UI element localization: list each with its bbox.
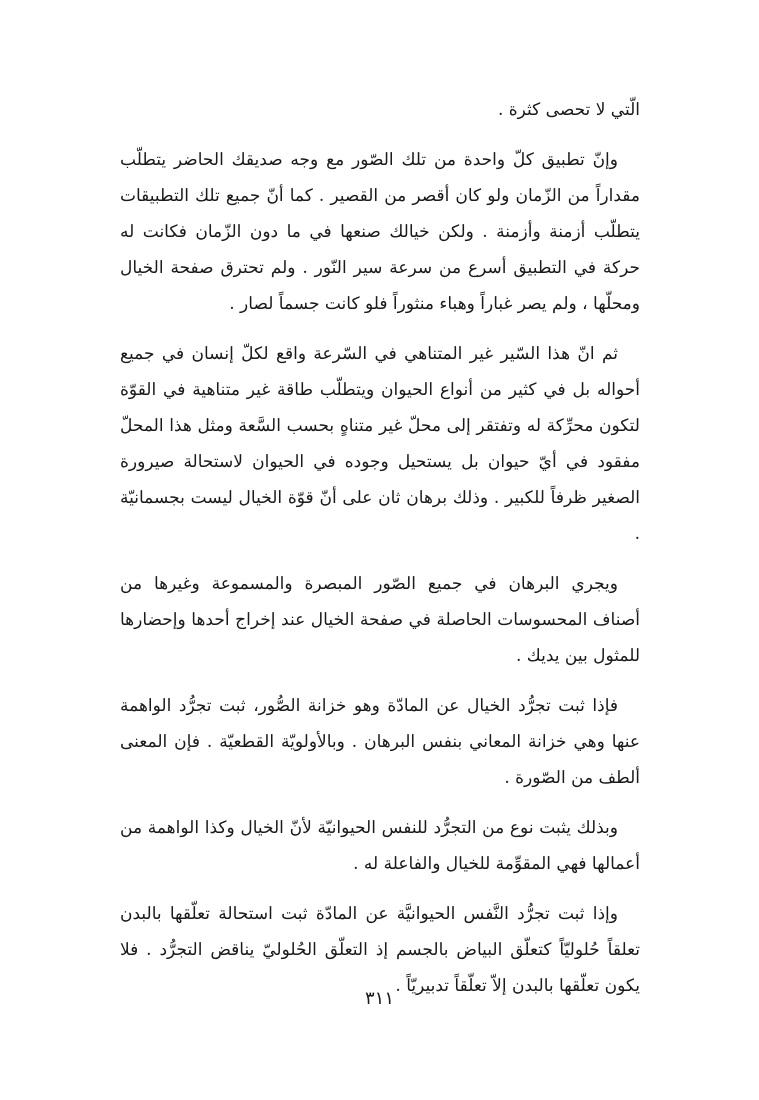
paragraph: ويجري البرهان في جميع الصّور المبصرة والمسموعة وغيرها من أصناف المحسوسات الحاصلة في صفحة الخيال عند إخراج أحدها وإحضارها للمثول بين يديك . <box>120 574 640 666</box>
paragraph: وإذا ثبت تجرُّد النَّفس الحيوانيَّة عن المادّة ثبت استحالة تعلّقها بالبدن تعلقاً حُلوليّاً كتعلّق البياض بالجسم إذ التعلّق الحُلوليّ يناقض التجرُّد . فلا يكون تعلّقها بالبدن إلاّ تعلّقاً تدبيريّاً . <box>120 904 640 996</box>
paragraph: فإذا ثبت تجرُّد الخيال عن المادّة وهو خزانة الصُّور، ثبت تجرُّد الواهمة عنها وهي خزانة المعاني بنفس البرهان . وبالأولويّة القطعيّة . فإن المعنى ألطف من الصّورة . <box>120 696 640 788</box>
paragraph-continuation: الّتي لا تحصى كثرة . <box>497 100 640 120</box>
page-body-text <box>120 92 640 1018</box>
paragraph: وإنّ تطبيق كلّ واحدة من تلك الصّور مع وجه صديقك الحاضر يتطلّب مقداراً من الزّمان ولو كان أقصر من القصير . كما أنّ جميع تلك التطبيقات يتطلّب أزمنة وأزمنة . ولكن خيالك صنعها في ما دون الزّمان فكانت له حركة في التطبيق أسرع من سرعة سير النّور . ولم تحترق صفحة الخيال ومحلّها ، ولم يصر غباراً وهباء منثوراً فلو كانت جسماً لصار . <box>120 150 640 314</box>
paragraph: ثم انّ هذا السّير غير المتناهي في السّرعة واقع لكلّ إنسان في جميع أحواله بل في كثير من أنواع الحيوان ويتطلّب طاقة غير متناهية في القوّة لتكون محرِّكة له وتفتقر إلى محلّ غير متناهٍ بحسب السَّعة ومثل هذا المحلّ مفقود في أيّ حيوان بل يستحيل وجوده في الحيوان لاستحالة صيرورة الصغير ظرفاً للكبير . وذلك برهان ثان على أنّ قوّة الخيال ليست بجسمانيّة . <box>120 344 640 544</box>
page-number: ٣١١ <box>364 988 394 1009</box>
paragraph: وبذلك يثبت نوع من التجرُّد للنفس الحيوانيّة لأنّ الخيال وكذا الواهمة من أعمالها فهي المقوِّمة للخيال والفاعلة له . <box>120 818 640 874</box>
